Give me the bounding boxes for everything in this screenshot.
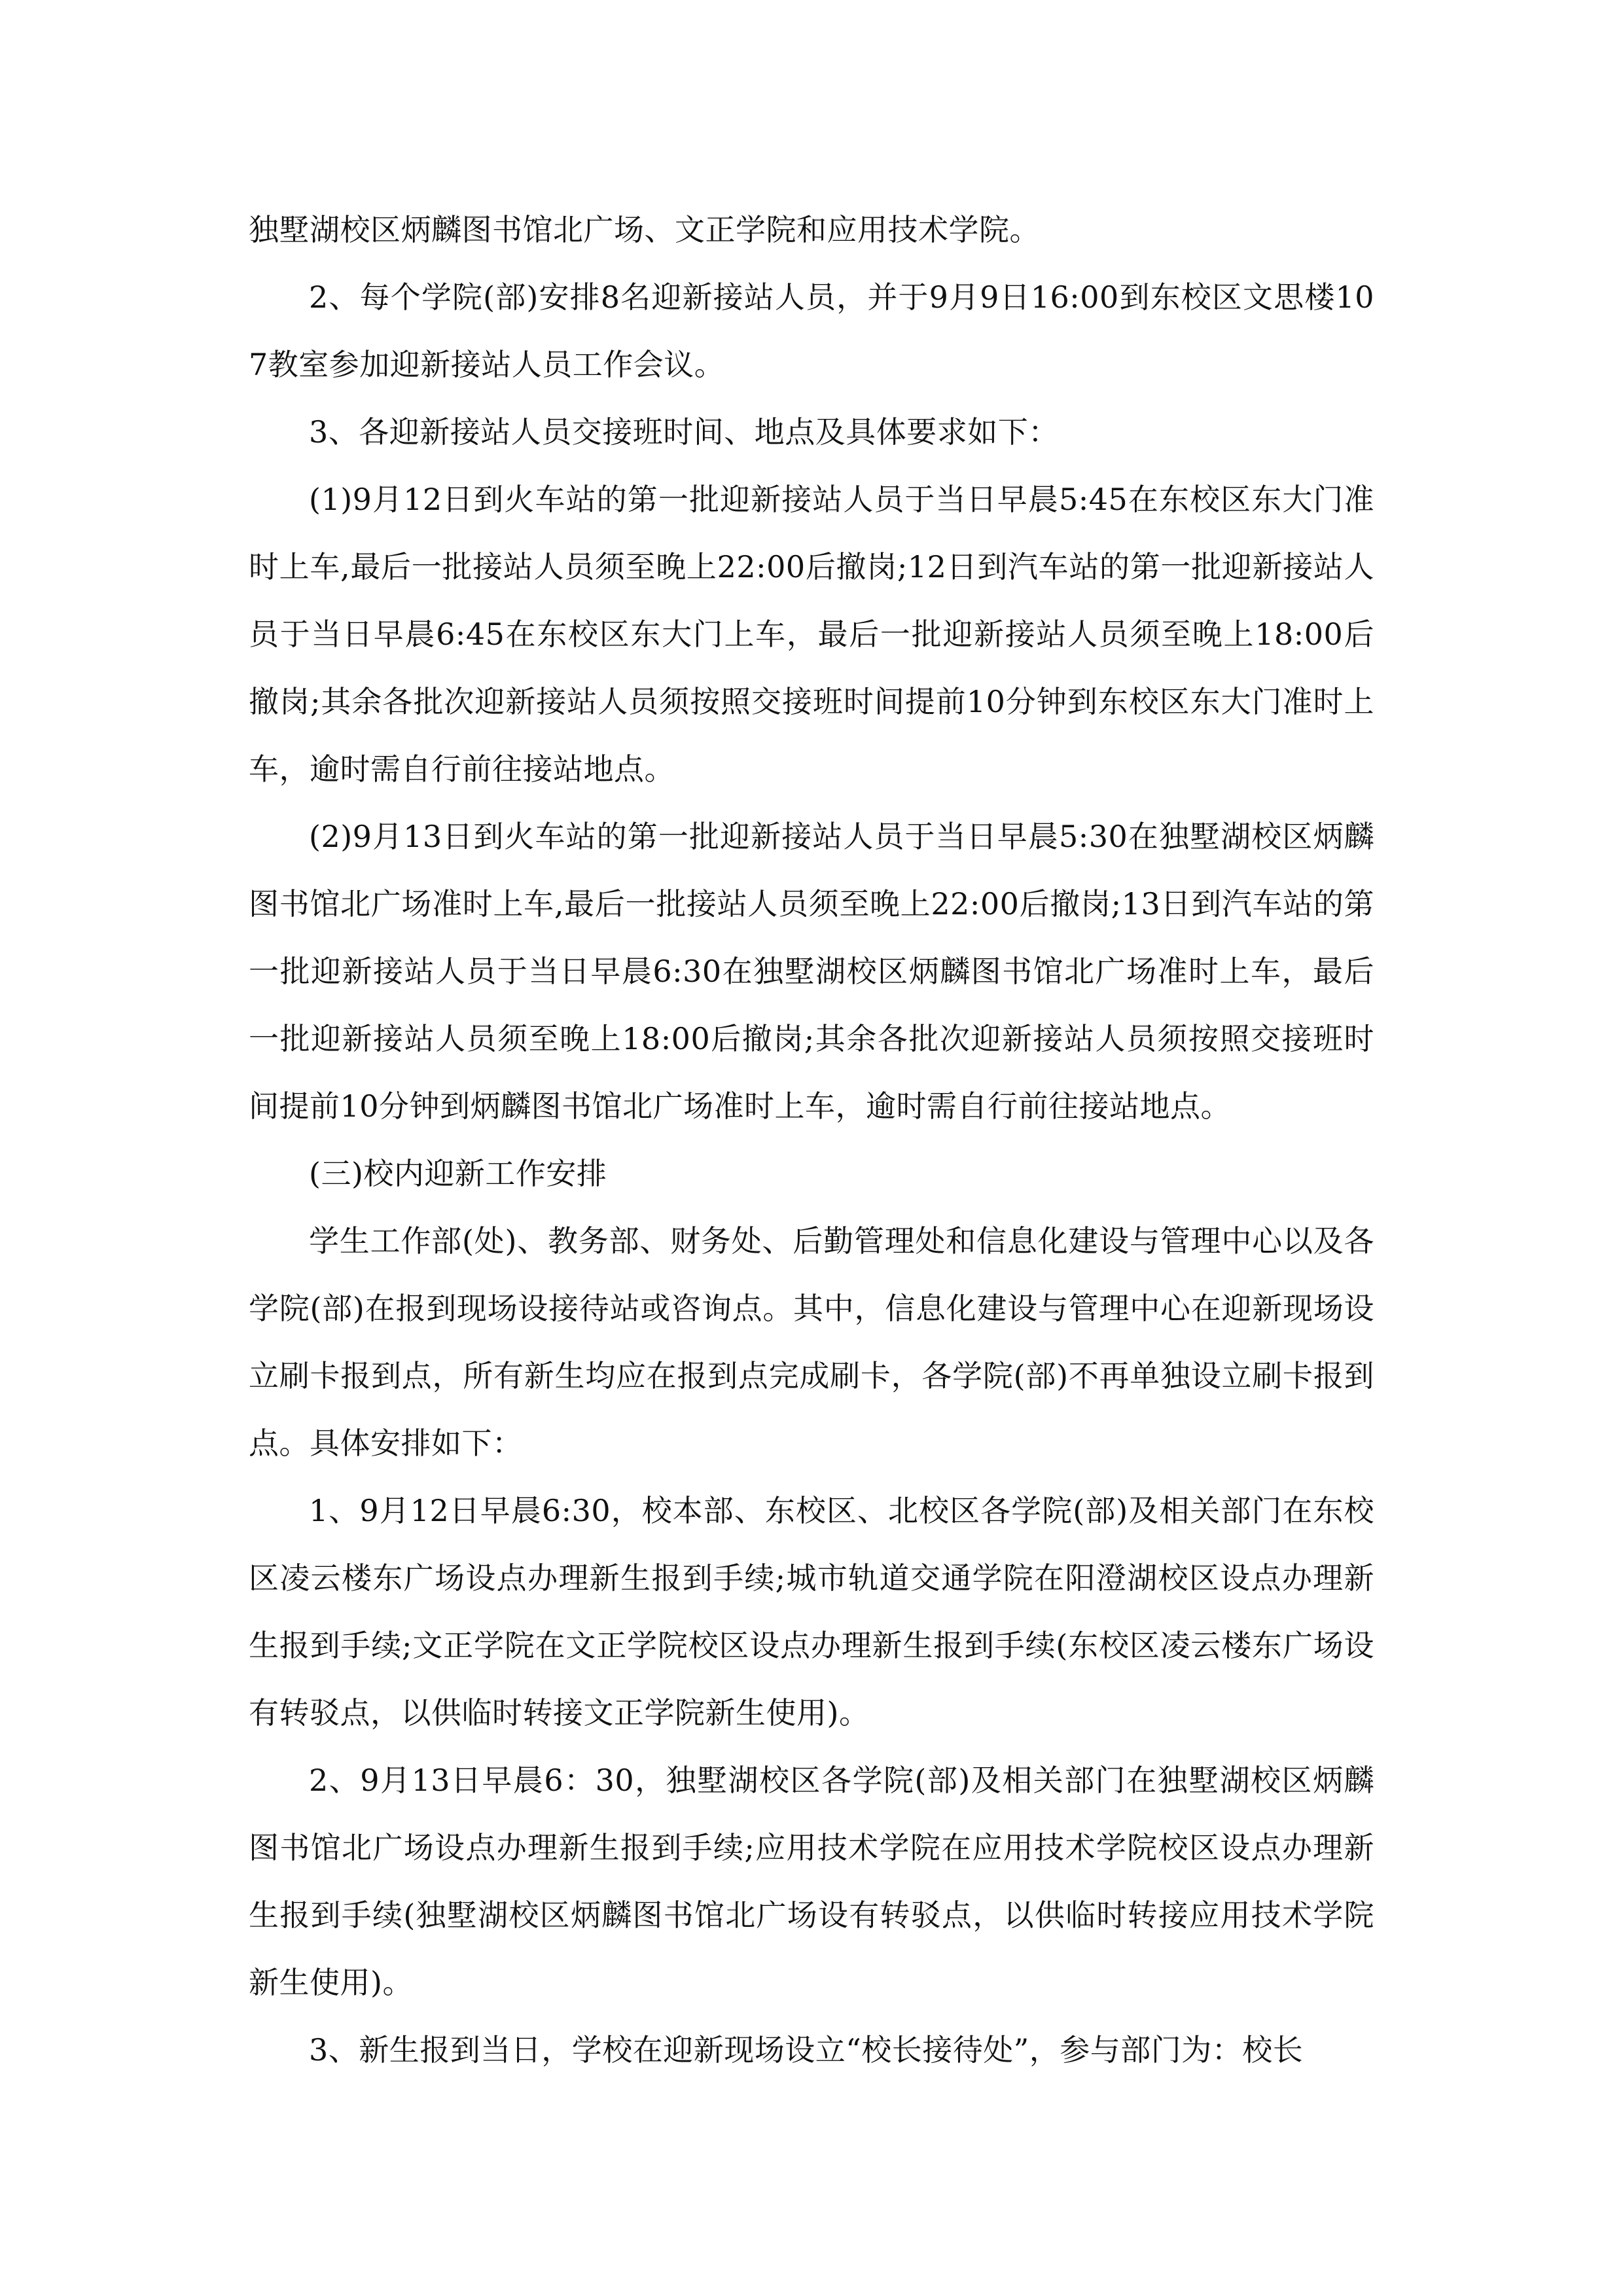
paragraph-item-2-staffing: 2、每个学院(部)安排8名迎新接站人员，并于9月9日16:00到东校区文思楼107教室参加迎新接站人员工作会议。 bbox=[249, 279, 1374, 382]
paragraph-continuation: 独墅湖校区炳麟图书馆北广场、文正学院和应用技术学院。 bbox=[249, 212, 1040, 247]
section-heading-on-campus: (三)校内迎新工作安排 bbox=[309, 1156, 607, 1191]
paragraph-item-3-shift-requirements: 3、各迎新接站人员交接班时间、地点及具体要求如下： bbox=[309, 414, 1059, 450]
paragraph-subitem-2-sept-13: (2)9月13日到火车站的第一批迎新接站人员于当日早晨5:30在独墅湖校区炳麟图书馆北广场准时上车,最后一批接站人员须至晚上22:00后撤岗;13日到汽车站的第一批迎新接站人员于当日早晨6:30在独墅湖校区炳麟图书馆北广场准时上车，最后一批迎新接站人员须至晚上18:00后撤岗;其余各批次迎新接站人员须按照交接班时间提前10分钟到炳麟图书馆北广场准时上车，逾时需自行前往接站地点。 bbox=[249, 819, 1374, 1124]
paragraph-campus-item-2: 2、9月13日早晨6：30，独墅湖校区各学院(部)及相关部门在独墅湖校区炳麟图书馆北广场设点办理新生报到手续;应用技术学院在应用技术学院校区设点办理新生报到手续(独墅湖校区炳麟图书馆北广场设有转驳点，以供临时转接应用技术学院新生使用)。 bbox=[249, 1763, 1374, 2000]
paragraph-on-campus-intro: 学生工作部(处)、教务部、财务处、后勤管理处和信息化建设与管理中心以及各学院(部)在报到现场设接待站或咨询点。其中，信息化建设与管理中心在迎新现场设立刷卡报到点，所有新生均应在报到点完成刷卡，各学院(部)不再单独设立刷卡报到点。具体安排如下： bbox=[249, 1223, 1374, 1461]
paragraph-subitem-1-sept-12: (1)9月12日到火车站的第一批迎新接站人员于当日早晨5:45在东校区东大门准时上车,最后一批接站人员须至晚上22:00后撤岗;12日到汽车站的第一批迎新接站人员于当日早晨6:45在东校区东大门上车，最后一批迎新接站人员须至晚上18:00后撤岗;其余各批次迎新接站人员须按照交接班时间提前10分钟到东校区东大门准时上车，逾时需自行前往接站地点。 bbox=[249, 482, 1374, 787]
paragraph-campus-item-3: 3、新生报到当日，学校在迎新现场设立“校长接待处”，参与部门为：校长 bbox=[309, 2032, 1304, 2068]
paragraph-campus-item-1: 1、9月12日早晨6:30，校本部、东校区、北校区各学院(部)及相关部门在东校区凌云楼东广场设点办理新生报到手续;城市轨道交通学院在阳澄湖校区设点办理新生报到手续;文正学院在文正学院校区设点办理新生报到手续(东校区凌云楼东广场设有转驳点，以供临时转接文正学院新生使用)。 bbox=[249, 1493, 1374, 1731]
document-body bbox=[249, 196, 1374, 2084]
